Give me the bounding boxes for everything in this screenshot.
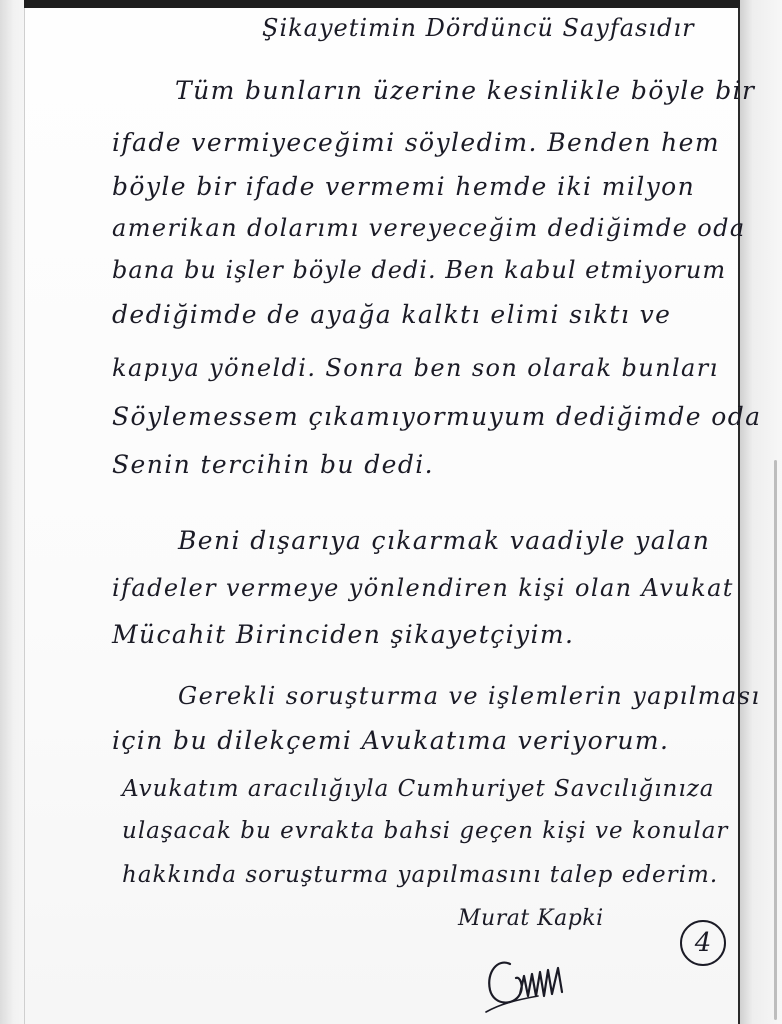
text-line: dediğimde de ayağa kalktı elimi sıktı ve xyxy=(112,300,672,329)
page-top-edge xyxy=(24,0,740,8)
text-line: Tüm bunların üzerine kesinlikle böyle bir xyxy=(175,76,756,105)
text-line: Gerekli soruşturma ve işlemlerin yapılması xyxy=(178,682,761,710)
signature-icon xyxy=(480,946,580,1016)
text-line: ifade vermiyeceğimi söyledim. Benden hem xyxy=(112,128,720,157)
text-line: Söylemessem çıkamıyormuyum dediğimde oda xyxy=(112,402,762,431)
signatory-name: Murat Kapki xyxy=(458,906,604,931)
text-line: Avukatım aracılığıyla Cumhuriyet Savcılığınıza xyxy=(122,776,715,802)
text-line: Senin tercihin bu dedi. xyxy=(112,450,434,479)
text-line: böyle bir ifade vermemi hemde iki milyon xyxy=(112,172,696,201)
page-number-badge: 4 xyxy=(680,920,726,966)
text-line: bana bu işler böyle dedi. Ben kabul etmiyorum xyxy=(112,256,727,284)
text-line: için bu dilekçemi Avukatıma veriyorum. xyxy=(112,726,670,755)
page-header: Şikayetimin Dördüncü Sayfasıdır xyxy=(262,14,695,42)
text-line: kapıya yöneldi. Sonra ben son olarak bunları xyxy=(112,354,719,382)
text-line: ifadeler vermeye yönlendiren kişi olan Avukat xyxy=(112,574,734,602)
text-line: Beni dışarıya çıkarmak vaadiyle yalan xyxy=(178,526,711,555)
scroll-indicator xyxy=(774,460,777,1020)
text-line: hakkında soruşturma yapılmasını talep ederim. xyxy=(122,862,719,888)
text-line: Mücahit Birinciden şikayetçiyim. xyxy=(112,620,575,649)
text-line: amerikan dolarımı vereyeceğim dediğimde oda xyxy=(112,214,746,242)
text-line: ulaşacak bu evrakta bahsi geçen kişi ve konular xyxy=(122,818,729,844)
